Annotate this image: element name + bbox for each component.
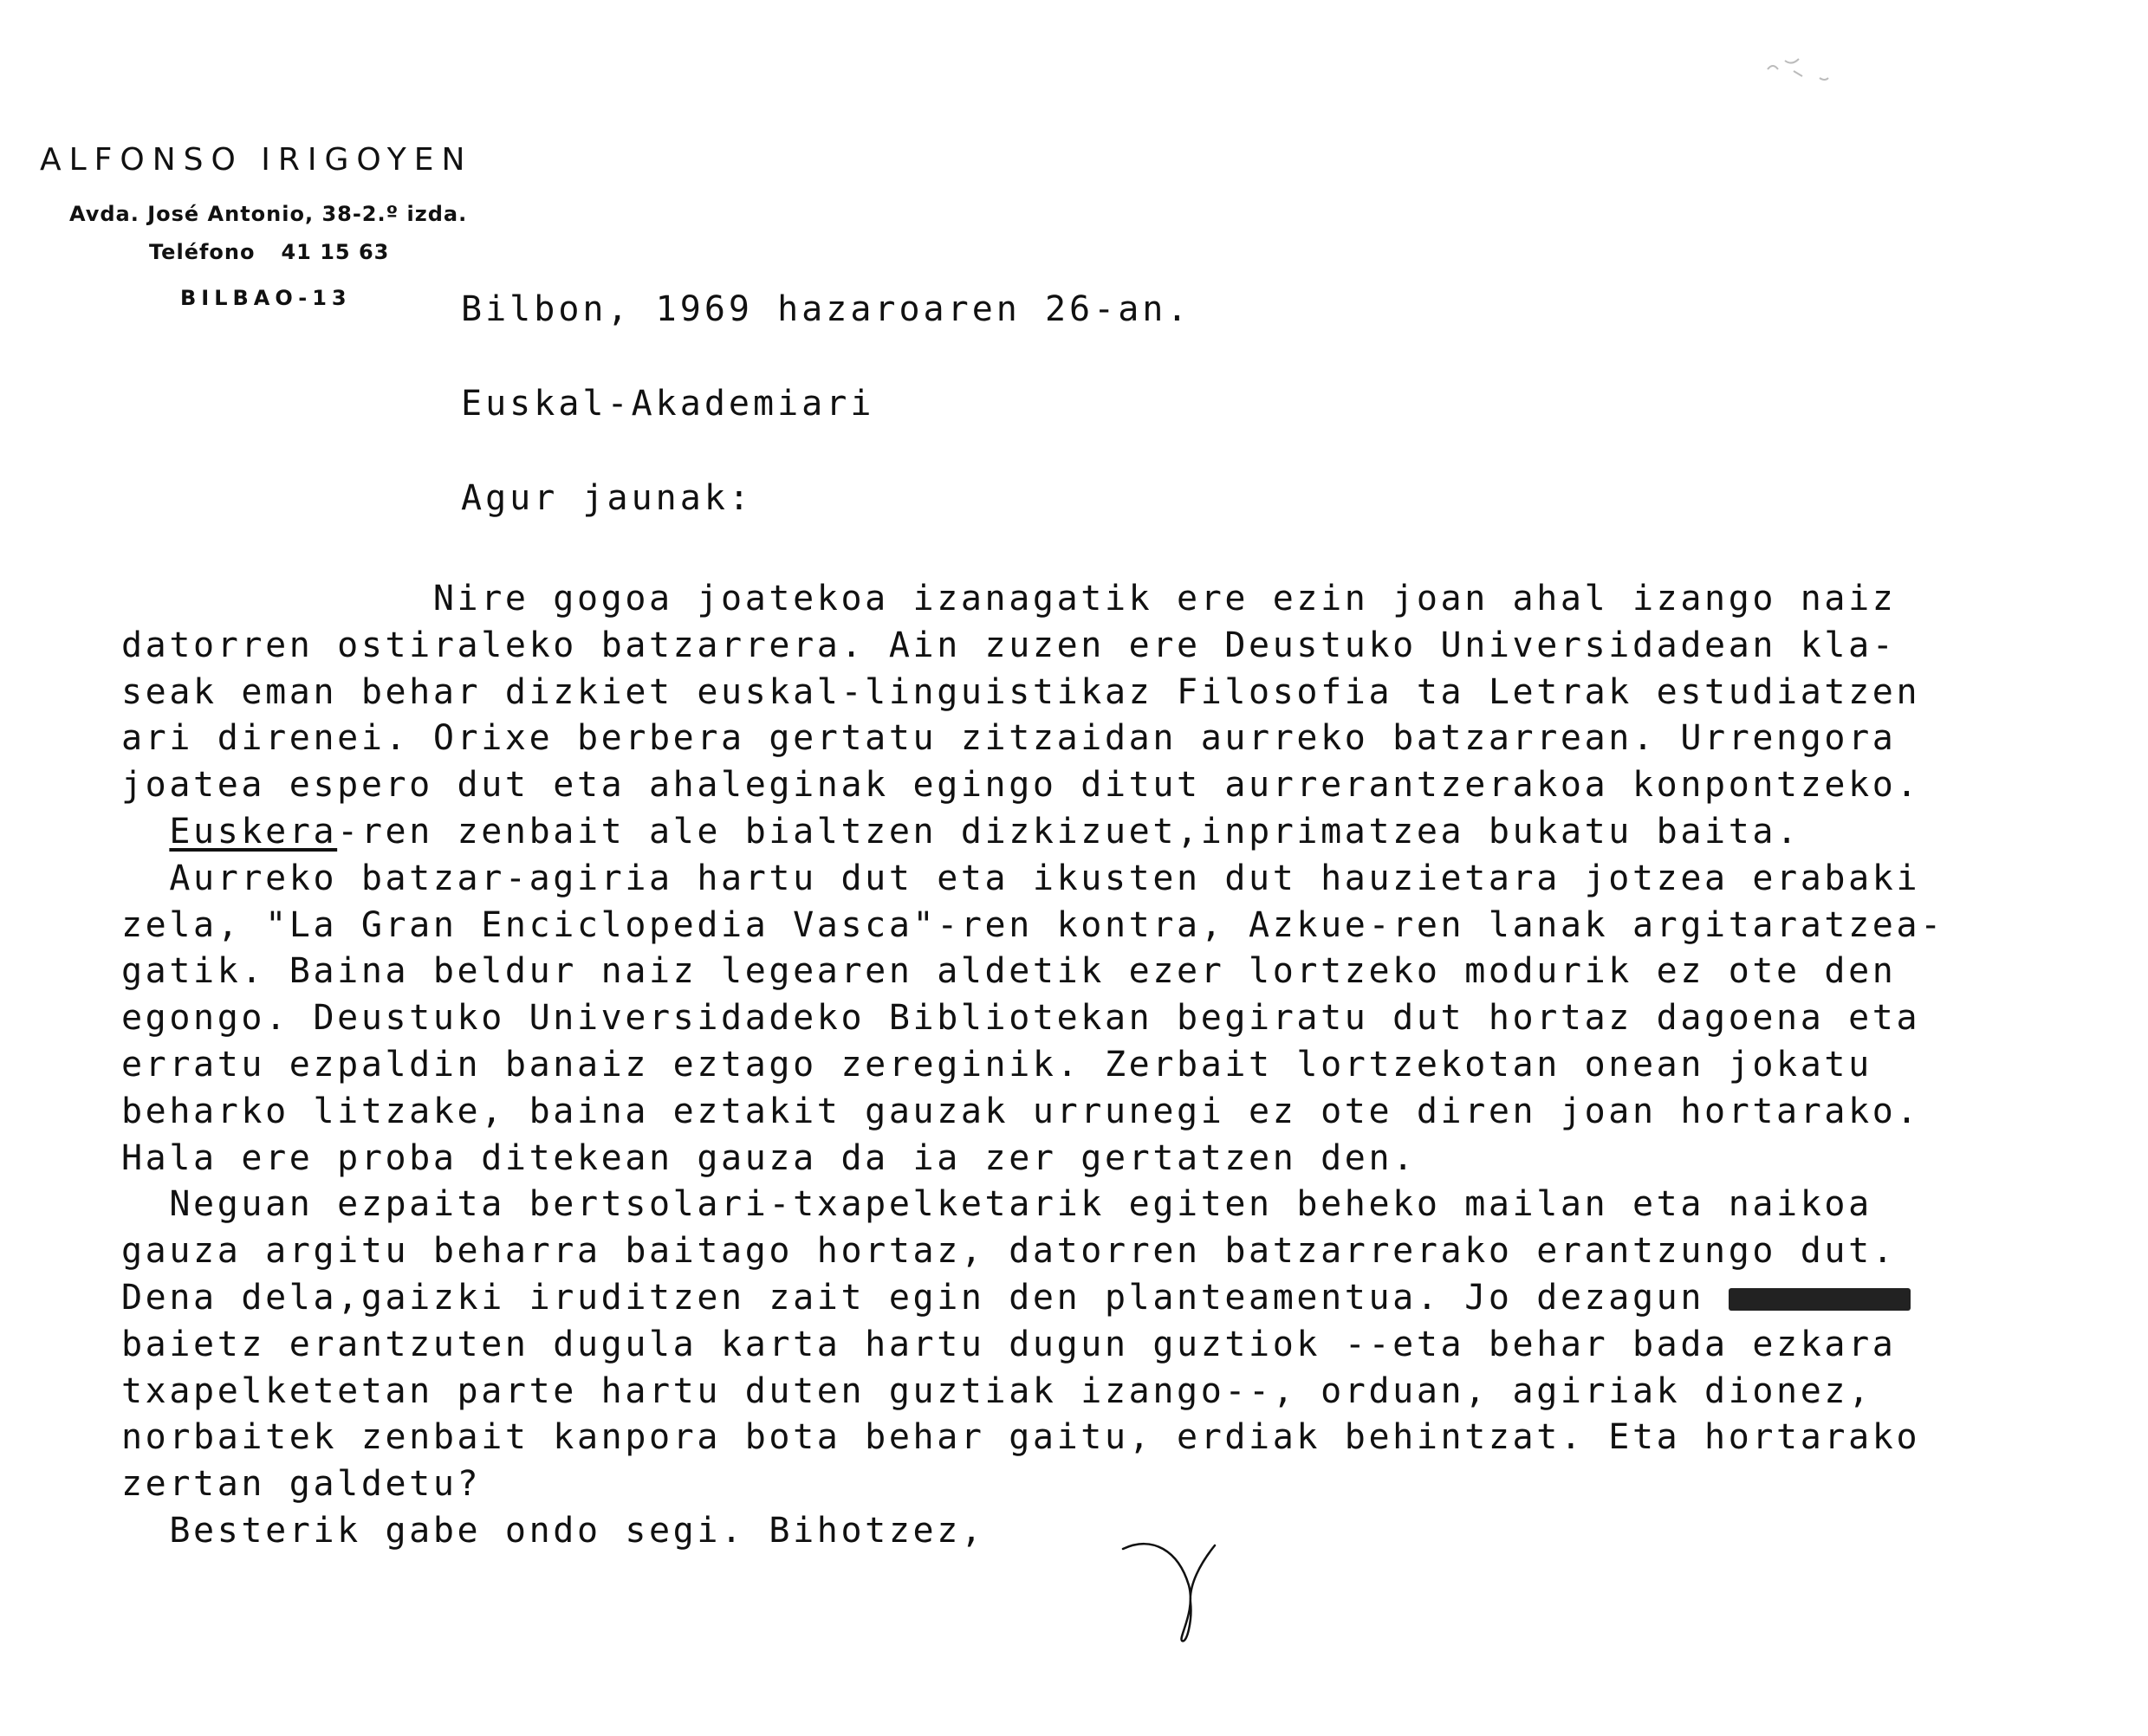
body-line: zertan galdetu? (121, 1464, 482, 1505)
body-line: zela, "La Gran Enciclopedia Vasca"-ren kontra, Azkue-ren lanak argitaratzea- (121, 904, 1944, 945)
struck-out-word (1729, 1288, 1911, 1311)
body-line: beharko litzake, baina eztakit gauzak urrunegi ez ote diren joan hortarako. (121, 1091, 1921, 1131)
letter-body (121, 576, 2080, 1555)
body-line (121, 1275, 2080, 1322)
body-line (121, 809, 2080, 856)
body-line: erratu ezpaldin banaiz eztago zereginik. Zerbait lortzekotan onean jokatu (121, 1044, 1872, 1085)
handwritten-signature (1118, 1533, 1239, 1646)
letterhead-address: Avda. José Antonio, 38-2.º izda. (69, 202, 468, 226)
body-line: gatik. Baina beldur naiz legearen aldetik ezer lortzeko modurik ez ote den (121, 951, 1897, 992)
body-line: norbaitek zenbait kanpora bota behar gaitu, erdiak behintzat. Eta hortarako (121, 1417, 1921, 1458)
letter-salutation: Agur jaunak: (461, 478, 753, 518)
body-line: Aurreko batzar-agiria hartu dut eta ikusten dut hauzietara jotzea erabaki (121, 858, 1921, 898)
body-line: joatea espero dut eta ahaleginak egingo ditut aurrerantzerakoa konpontzeko. (121, 765, 1921, 806)
letterhead-name: ALFONSO IRIGOYEN (40, 142, 473, 178)
letter-recipient: Euskal-Akademiari (461, 384, 875, 424)
closing-line: Besterik gabe ondo segi. Bihotzez, (121, 1510, 985, 1551)
body-line-text: Dena dela,gaizki iruditzen zait egin den planteamentua. Jo dezagun (121, 1277, 1729, 1318)
letterhead-phone (149, 240, 389, 264)
phone-number: 41 15 63 (281, 240, 390, 264)
phone-label: Teléfono (149, 240, 256, 264)
letterhead-city: BILBAO-13 (180, 286, 352, 310)
body-line: baietz erantzuten dugula karta hartu dugun guztiok --eta behar bada ezkara (121, 1324, 1897, 1364)
letter-date: Bilbon, 1969 hazaroaren 26-an. (461, 289, 1191, 329)
body-line: Hala ere proba ditekean gauza da ia zer gertatzen den. (121, 1137, 1417, 1178)
body-line: Neguan ezpaita bertsolari-txapelketarik egiten beheko mailan eta naikoa (121, 1184, 1872, 1225)
body-line: gauza argitu beharra baitago hortaz, datorren batzarrerako erantzungo dut. (121, 1231, 1897, 1272)
body-line-rest: -ren zenbait ale bialtzen dizkizuet,inprimatzea bukatu baita. (337, 811, 1801, 852)
body-line: Nire gogoa joatekoa izanagatik ere ezin joan ahal izango naiz (121, 579, 1897, 619)
body-line: seak eman behar dizkiet euskal-linguistikaz Filosofia ta Letrak estudiatzen (121, 671, 1921, 712)
body-line: egongo. Deustuko Universidadeko Bibliotekan begiratu dut hortaz dagoena eta (121, 998, 1921, 1039)
body-line: ari direnei. Orixe berbera gertatu zitzaidan aurreko batzarrean. Urrengora (121, 718, 1897, 759)
corner-smudge (1759, 52, 1863, 104)
body-line: txapelketetan parte hartu duten guztiak izango--, orduan, agiriak dionez, (121, 1370, 1872, 1411)
euskera-title: Euskera (169, 811, 338, 852)
body-line: datorren ostiraleko batzarrera. Ain zuzen ere Deustuko Universidadean kla- (121, 625, 1897, 665)
